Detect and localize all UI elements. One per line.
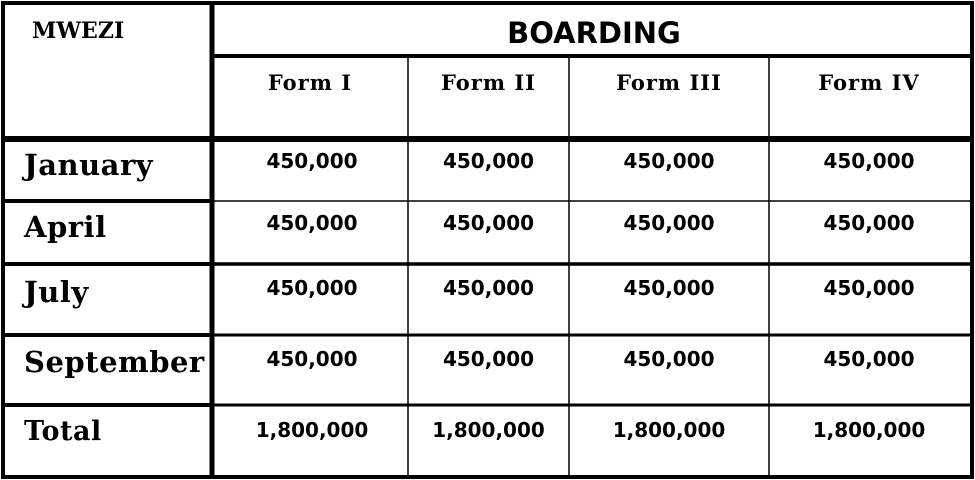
row-label-april: April [24, 210, 107, 244]
row-label-total: Total [24, 416, 102, 447]
total-cell: 1,800,000 [432, 418, 545, 442]
column-header-form-1: Form I [267, 70, 353, 95]
row-label-january: January [24, 148, 154, 182]
total-cell: 1,800,000 [255, 418, 369, 442]
total-cell: 1,800,000 [812, 418, 926, 442]
table-cell: 450,000 [266, 347, 358, 371]
table-cell: 450,000 [266, 211, 358, 235]
table-cell: 450,000 [442, 211, 535, 235]
column-header-form-2: Form II [440, 70, 536, 95]
table-cell: 450,000 [823, 211, 915, 235]
column-header-form-4: Form IV [818, 70, 920, 95]
table-cell: 450,000 [266, 149, 358, 173]
table-cell: 450,000 [442, 276, 535, 300]
corner-header: MWEZI [32, 18, 125, 44]
column-header-form-3: Form III [616, 70, 722, 95]
table-cell: 450,000 [442, 347, 535, 371]
row-label-september: September [24, 345, 205, 379]
table-cell: 450,000 [266, 276, 358, 300]
total-cell: 1,800,000 [612, 418, 726, 442]
table-cell: 450,000 [823, 149, 915, 173]
table-cell: 450,000 [623, 347, 715, 371]
table-cell: 450,000 [623, 149, 715, 173]
table-cell: 450,000 [823, 276, 915, 300]
table-cell: 450,000 [823, 347, 915, 371]
row-label-july: July [24, 275, 89, 309]
table-cell: 450,000 [623, 211, 715, 235]
table-cell: 450,000 [623, 276, 715, 300]
table-cell: 450,000 [442, 149, 535, 173]
group-header: BOARDING [507, 16, 681, 50]
